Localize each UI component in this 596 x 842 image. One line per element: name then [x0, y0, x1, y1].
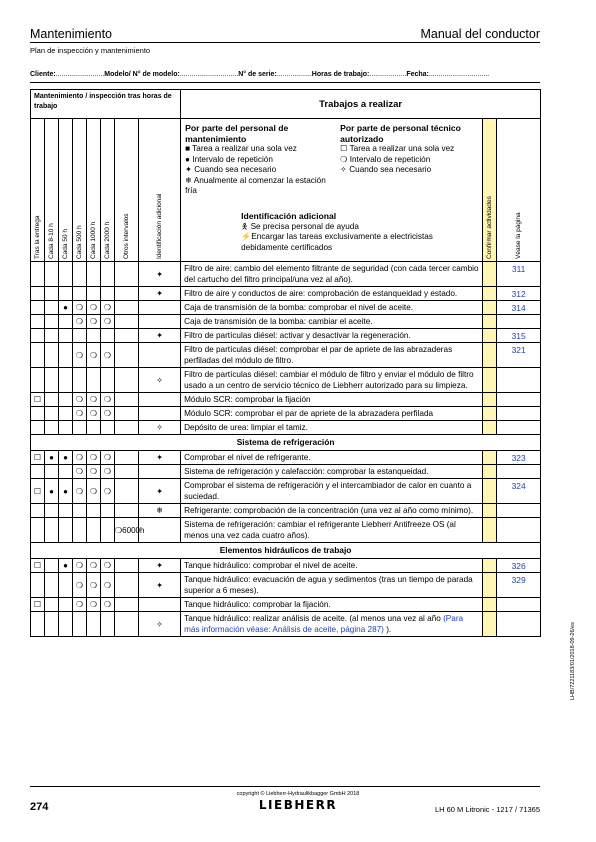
page-reference-link[interactable]: 321 [497, 343, 541, 368]
task-description: Refrigerante: comprobación de la concentración (una vez al año como mínimo). [181, 504, 483, 518]
interval-marker: ❄ [139, 504, 181, 518]
table-row [31, 407, 541, 421]
interval-marker [59, 407, 73, 421]
interval-marker [45, 559, 59, 573]
interval-marker: ❍ [87, 598, 101, 612]
interval-marker: ❍ [101, 343, 115, 368]
interval-marker [45, 262, 59, 287]
interval-marker: ● [59, 301, 73, 315]
table-row [31, 315, 541, 329]
interval-marker: ✧ [139, 612, 181, 637]
interval-marker [139, 301, 181, 315]
interval-marker [73, 329, 87, 343]
interval-marker [31, 287, 45, 301]
confirm-checkbox[interactable] [483, 612, 497, 637]
interval-marker: ❍ [87, 315, 101, 329]
legend-tecnico-item: ✧ Cuando sea necesario [340, 165, 432, 174]
brand-logo: LIEBHERR [258, 798, 338, 812]
interval-marker: ❍ [101, 479, 115, 504]
task-description: Filtro de partículas diésel: activar y desactivar la regeneración. [181, 329, 483, 343]
interval-marker: ☐ [31, 479, 45, 504]
interval-marker [31, 301, 45, 315]
interval-marker: ❍ [87, 465, 101, 479]
task-description: Sistema de refrigeración y calefacción: comprobar la estanqueidad. [181, 465, 483, 479]
interval-marker: ❍ [101, 393, 115, 407]
page-reference-link[interactable] [497, 518, 541, 543]
interval-marker: ❍6000h [115, 518, 139, 543]
column-header-label: Identificación adicional [155, 193, 163, 259]
interval-marker: ❍ [87, 343, 101, 368]
table-row [31, 559, 541, 573]
legend-additional-item: ⚡Encargar las tareas exclusivamente a electricistas debidamente certificados [241, 232, 433, 252]
page-reference-link[interactable] [497, 407, 541, 421]
maintenance-table [30, 89, 541, 637]
task-description: Tanque hidráulico: comprobar la fijación. [181, 598, 483, 612]
page-reference-link[interactable] [497, 504, 541, 518]
interval-marker [139, 407, 181, 421]
right-column-header-0 [483, 119, 497, 262]
interval-marker: ❍ [87, 451, 101, 465]
interval-marker: ❍ [73, 573, 87, 598]
interval-marker [59, 393, 73, 407]
interval-marker [59, 518, 73, 543]
legend-personal-item: ■ Tarea a realizar una sola vez [185, 144, 297, 153]
interval-marker: ❍ [101, 573, 115, 598]
legend-personal-item: ● Intervalo de repetición [185, 154, 273, 164]
date-label: Fecha: [406, 71, 429, 78]
confirm-checkbox[interactable] [483, 504, 497, 518]
interval-marker: ❍ [73, 465, 87, 479]
client-label: Cliente: [30, 71, 56, 78]
interval-marker [59, 262, 73, 287]
interval-marker [45, 504, 59, 518]
interval-marker: ☐ [31, 393, 45, 407]
interval-marker [45, 393, 59, 407]
task-description: Comprobar el nivel de refrigerante. [181, 451, 483, 465]
interval-marker [115, 612, 139, 637]
confirm-checkbox[interactable] [483, 315, 497, 329]
task-description: Módulo SCR: comprobar la fijación [181, 393, 483, 407]
page-reference-link[interactable]: 314 [497, 301, 541, 315]
column-header-5 [101, 119, 115, 262]
interval-marker [45, 573, 59, 598]
interval-marker [101, 329, 115, 343]
interval-marker [115, 504, 139, 518]
task-description: Caja de transmisión de la bomba: comprobar el nivel de aceite. [181, 301, 483, 315]
interval-marker [115, 573, 139, 598]
column-header-0 [31, 119, 45, 262]
interval-marker [31, 343, 45, 368]
confirm-checkbox[interactable] [483, 343, 497, 368]
table-row [31, 573, 541, 598]
column-header-label: Cada 500 h [75, 225, 83, 259]
interval-marker: ● [59, 559, 73, 573]
oil-analysis-link[interactable]: (Para más información véase: Análisis de aceite, página 287) [184, 614, 464, 634]
interval-marker [101, 421, 115, 435]
confirm-checkbox[interactable] [483, 329, 497, 343]
confirm-checkbox[interactable] [483, 301, 497, 315]
legend-tecnico-item: ☐ Tarea a realizar una sola vez [340, 144, 455, 153]
interval-marker [31, 407, 45, 421]
interval-marker: ❍ [87, 479, 101, 504]
page-reference-link[interactable] [497, 598, 541, 612]
confirm-checkbox[interactable] [483, 465, 497, 479]
interval-marker: ❍ [101, 559, 115, 573]
interval-marker: ✦ [139, 287, 181, 301]
column-header-4 [87, 119, 101, 262]
task-description: Filtro de partículas diésel: cambiar el módulo de filtro y enviar el módulo de filtro usado a un centro de servicio técnico de Liebherr autorizado para su limpieza. [181, 368, 483, 393]
page-reference-link[interactable] [497, 465, 541, 479]
interval-marker [101, 518, 115, 543]
interval-marker: ✦ [139, 262, 181, 287]
task-description: Módulo SCR: comprobar el par de apriete de la abrazadera perfilada [181, 407, 483, 421]
task-description: Tanque hidráulico: comprobar el nivel de aceite. [181, 559, 483, 573]
interval-marker: ● [59, 479, 73, 504]
section-title: Elementos hidráulicos de trabajo [31, 543, 541, 559]
legend-additional-title: Identificación adicional [241, 211, 337, 221]
model-label: Modelo/ N° de modelo: [104, 71, 180, 78]
interval-marker [115, 559, 139, 573]
interval-marker [101, 287, 115, 301]
interval-marker [115, 421, 139, 435]
interval-marker [73, 262, 87, 287]
task-text: Tanque hidráulico: realizar análisis de aceite. (al menos una vez al año [184, 614, 444, 623]
legend-tecnico-title: Por parte de personal técnico autorizado [340, 123, 461, 144]
interval-marker [31, 518, 45, 543]
table-row [31, 287, 541, 301]
interval-marker [139, 315, 181, 329]
confirm-checkbox[interactable] [483, 451, 497, 465]
interval-marker [31, 612, 45, 637]
interval-marker: ✦ [139, 329, 181, 343]
interval-marker [59, 504, 73, 518]
interval-marker [59, 315, 73, 329]
interval-marker [45, 465, 59, 479]
interval-marker [73, 504, 87, 518]
legend-personal-item: ✦ Cuando sea necesario [185, 165, 277, 174]
interval-header: Mantenimiento / inspección tras horas de trabajo [31, 90, 181, 119]
interval-marker [73, 287, 87, 301]
interval-marker [101, 504, 115, 518]
interval-marker [45, 287, 59, 301]
interval-marker: ✦ [139, 573, 181, 598]
interval-marker [59, 329, 73, 343]
interval-marker: ● [59, 451, 73, 465]
section-row [31, 435, 541, 451]
interval-marker [73, 368, 87, 393]
interval-marker [115, 262, 139, 287]
table-row [31, 518, 541, 543]
interval-marker [45, 315, 59, 329]
task-description: Tanque hidráulico: evacuación de agua y sedimentos (tras un tiempo de parada superior a 6 meses). [181, 573, 483, 598]
interval-marker: ✦ [139, 559, 181, 573]
legend-personal-title: Por parte del personal de mantenimiento [185, 123, 289, 144]
legend-additional-item: 🯅 Se precisa personal de ayuda [241, 221, 359, 231]
interval-marker: ☐ [31, 559, 45, 573]
interval-marker: ❍ [73, 598, 87, 612]
right-column-header-1 [497, 119, 541, 262]
task-description: Filtro de partículas diésel: comprobar el par de apriete de las abrazaderas perfiladas del módulo de filtro. [181, 343, 483, 368]
interval-marker: ❍ [73, 301, 87, 315]
column-header-label: Cada 1000 h [89, 221, 97, 259]
table-row [31, 598, 541, 612]
task-description [181, 612, 483, 637]
column-header-3 [73, 119, 87, 262]
interval-marker [87, 612, 101, 637]
column-header-label: Tras la entrega [33, 215, 41, 259]
interval-marker: ✧ [139, 421, 181, 435]
hours-label: Horas de trabajo: [311, 71, 370, 78]
interval-marker [115, 368, 139, 393]
footer-rule [30, 786, 540, 787]
table-row [31, 504, 541, 518]
interval-marker [87, 518, 101, 543]
interval-marker: ❍ [87, 301, 101, 315]
page-reference-link[interactable] [497, 393, 541, 407]
interval-marker [59, 287, 73, 301]
serial-label: N° de serie: [238, 71, 277, 78]
interval-marker: ❍ [101, 598, 115, 612]
page-reference-link[interactable]: 323 [497, 451, 541, 465]
interval-marker [139, 465, 181, 479]
table-row [31, 465, 541, 479]
tasks-header: Trabajos a realizar [181, 90, 541, 119]
table-row [31, 421, 541, 435]
page-reference-link[interactable]: 312 [497, 287, 541, 301]
confirm-checkbox[interactable] [483, 368, 497, 393]
interval-marker [87, 287, 101, 301]
interval-marker [139, 598, 181, 612]
confirm-checkbox[interactable] [483, 573, 497, 598]
interval-marker: ❍ [87, 393, 101, 407]
confirm-checkbox[interactable] [483, 407, 497, 421]
task-description: Depósito de urea: limpiar el tamiz. [181, 421, 483, 435]
column-header-label: Cada 8-10 h [47, 223, 55, 259]
interval-marker: ❍ [87, 573, 101, 598]
interval-marker [101, 262, 115, 287]
client-line: Cliente:.........................Modelo/ N° de modelo:..............................N° de serie:..................Horas de trabajo:...................Fecha:............................... [30, 71, 490, 78]
model-reference: LH 60 M Litronic - 1217 / 71365 [434, 805, 540, 814]
page-subtitle: Plan de inspección y mantenimiento [30, 46, 151, 55]
interval-marker [31, 465, 45, 479]
task-description: Filtro de aire: cambio del elemento filtrante de seguridad (con cada tercer cambio del cartucho del filtro principal/una vez al año). [181, 262, 483, 287]
interval-marker [59, 598, 73, 612]
legend-cell [181, 119, 483, 262]
confirm-checkbox[interactable] [483, 598, 497, 612]
page-reference-link[interactable] [497, 315, 541, 329]
table-row [31, 343, 541, 368]
column-header-label: Confirmar actividades [485, 196, 493, 259]
interval-marker [87, 504, 101, 518]
table-row [31, 451, 541, 465]
page-reference-link[interactable]: 329 [497, 573, 541, 598]
interval-marker [59, 573, 73, 598]
interval-marker [45, 368, 59, 393]
legend-personal-item: ❄ Anualmente al comenzar la estación fría [185, 175, 326, 195]
interval-marker [115, 479, 139, 504]
task-description: Sistema de refrigeración: cambiar el refrigerante Liebherr Antifreeze OS (al menos una vez cada cuatro años). [181, 518, 483, 543]
interval-marker [31, 368, 45, 393]
interval-marker [87, 329, 101, 343]
column-header-label: Otros intervalos [122, 213, 130, 259]
interval-marker [31, 315, 45, 329]
interval-marker: ❍ [73, 407, 87, 421]
interval-marker [59, 612, 73, 637]
interval-marker [73, 612, 87, 637]
interval-marker [73, 518, 87, 543]
column-header-label: Cada 2000 h [103, 221, 111, 259]
interval-marker: ❍ [101, 315, 115, 329]
interval-marker: ● [45, 479, 59, 504]
confirm-checkbox[interactable] [483, 262, 497, 287]
interval-marker [45, 343, 59, 368]
interval-marker: ❍ [101, 465, 115, 479]
column-header-label: Cada 50 h [61, 229, 69, 259]
interval-marker: ❍ [73, 559, 87, 573]
page-number: 274 [30, 801, 49, 813]
interval-marker: ❍ [87, 559, 101, 573]
interval-marker [87, 421, 101, 435]
interval-marker: ❍ [101, 407, 115, 421]
interval-marker [31, 329, 45, 343]
interval-marker: ❍ [73, 479, 87, 504]
interval-marker [139, 518, 181, 543]
interval-marker: ❍ [87, 407, 101, 421]
page-reference-link [497, 612, 541, 637]
column-header-1 [45, 119, 59, 262]
interval-marker [45, 612, 59, 637]
interval-marker [115, 393, 139, 407]
confirm-checkbox[interactable] [483, 287, 497, 301]
interval-marker: ☐ [31, 598, 45, 612]
task-description: Filtro de aire y conductos de aire: comprobación de estanqueidad y estado. [181, 287, 483, 301]
interval-marker: ❍ [73, 393, 87, 407]
interval-marker [59, 465, 73, 479]
page-reference-link[interactable]: 311 [497, 262, 541, 287]
page-reference-link[interactable] [497, 368, 541, 393]
interval-marker: ❍ [101, 301, 115, 315]
interval-marker: ❍ [73, 451, 87, 465]
table-row [31, 393, 541, 407]
interval-marker [31, 504, 45, 518]
client-rule [30, 82, 540, 83]
table-row [31, 612, 541, 637]
interval-marker: ● [45, 451, 59, 465]
interval-marker [59, 421, 73, 435]
interval-marker [31, 573, 45, 598]
section-row [31, 543, 541, 559]
interval-marker [45, 407, 59, 421]
page-reference-link[interactable] [497, 421, 541, 435]
interval-marker [45, 329, 59, 343]
header-title: Mantenimiento [30, 27, 112, 41]
interval-marker [45, 598, 59, 612]
interval-marker [45, 518, 59, 543]
task-text-end: ). [383, 625, 392, 634]
interval-marker [45, 421, 59, 435]
page-reference-link[interactable]: 326 [497, 559, 541, 573]
interval-marker [115, 301, 139, 315]
interval-marker [139, 343, 181, 368]
section-title: Sistema de refrigeración [31, 435, 541, 451]
column-header-6 [115, 119, 139, 262]
interval-marker [115, 343, 139, 368]
interval-marker [87, 368, 101, 393]
interval-marker: ✧ [139, 368, 181, 393]
interval-marker [115, 329, 139, 343]
interval-marker [139, 393, 181, 407]
confirm-checkbox[interactable] [483, 559, 497, 573]
interval-marker: ✦ [139, 479, 181, 504]
interval-marker: ✦ [139, 451, 181, 465]
header-manual-title: Manual del conductor [420, 27, 540, 41]
header-rule [30, 42, 540, 43]
interval-marker [101, 612, 115, 637]
legend-tecnico-item: ❍ Intervalo de repetición [340, 154, 431, 164]
interval-marker [115, 407, 139, 421]
document-code: LHB/7221183/01/2018-09-26/es [570, 622, 576, 700]
interval-marker [101, 368, 115, 393]
interval-marker [31, 421, 45, 435]
confirm-checkbox[interactable] [483, 518, 497, 543]
confirm-checkbox[interactable] [483, 393, 497, 407]
interval-marker [45, 301, 59, 315]
table-row [31, 329, 541, 343]
interval-marker: ❍ [73, 343, 87, 368]
copyright-notice: copyright © Liebherr-Hydraulikbagger GmbH 2018 [236, 791, 360, 797]
interval-marker [115, 315, 139, 329]
interval-marker: ❍ [101, 451, 115, 465]
interval-marker [87, 262, 101, 287]
interval-marker: ❍ [73, 315, 87, 329]
task-description: Caja de transmisión de la bomba: cambiar el aceite. [181, 315, 483, 329]
confirm-checkbox[interactable] [483, 479, 497, 504]
table-row [31, 262, 541, 287]
interval-marker [31, 262, 45, 287]
task-description: Comprobar el sistema de refrigeración y el intercambiador de calor en cuanto a suciedad. [181, 479, 483, 504]
page-reference-link[interactable]: 315 [497, 329, 541, 343]
interval-marker [115, 598, 139, 612]
column-header-7 [139, 119, 181, 262]
interval-marker [73, 421, 87, 435]
table-row [31, 479, 541, 504]
table-row [31, 368, 541, 393]
interval-marker [115, 451, 139, 465]
interval-marker [59, 343, 73, 368]
interval-marker: ☐ [31, 451, 45, 465]
interval-marker [115, 465, 139, 479]
page-reference-link[interactable]: 324 [497, 479, 541, 504]
column-header-label: Véase la página [514, 212, 522, 259]
confirm-checkbox[interactable] [483, 421, 497, 435]
interval-marker [59, 368, 73, 393]
interval-marker [115, 287, 139, 301]
column-header-2 [59, 119, 73, 262]
table-row [31, 301, 541, 315]
